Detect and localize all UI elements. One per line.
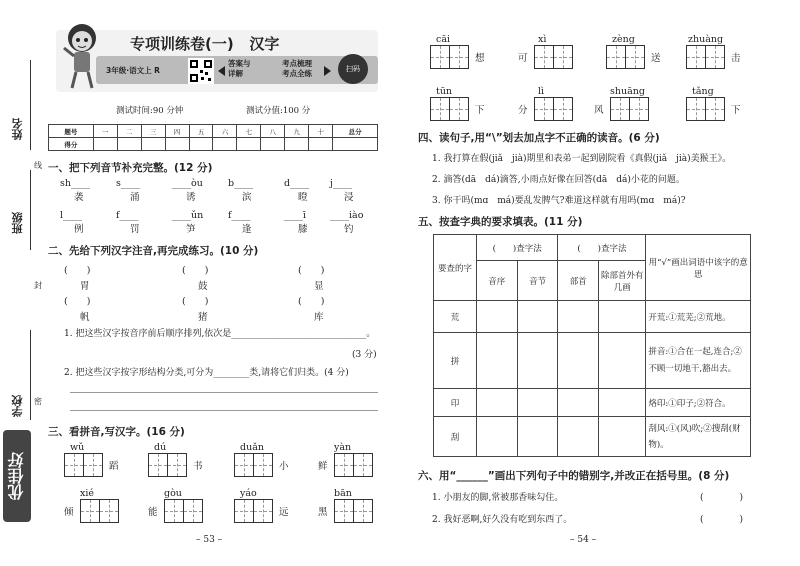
score-input[interactable] — [165, 138, 189, 151]
score-input[interactable] — [189, 138, 213, 151]
table-input[interactable] — [476, 417, 517, 457]
row-meaning[interactable]: 开荒:①荒芜;②荒地。 — [646, 301, 751, 333]
section3-title: 三、看拼音,写汉字。(16 分) — [48, 426, 185, 438]
table-row — [434, 389, 751, 417]
table-input[interactable] — [476, 333, 517, 389]
table-input[interactable] — [599, 333, 646, 389]
section2-q2[interactable]: 2. 把这些汉字按字形结构分类,可分为________类,请将它们归类。(4 分) — [64, 368, 349, 378]
score-input[interactable] — [285, 138, 309, 151]
char-grid[interactable] — [80, 499, 119, 523]
school-label: 学校 — [11, 395, 24, 417]
dictionary-table — [433, 234, 751, 457]
cut-label-seal: 封 — [34, 281, 42, 290]
row-meaning[interactable]: 烙印:①印子;②符合。 — [646, 389, 751, 417]
write-item: yàn 鲜 — [318, 442, 398, 477]
section1-item[interactable]: f____ 罚 — [116, 210, 140, 235]
header-char: 要查的字 — [434, 235, 477, 301]
table-input[interactable] — [517, 301, 558, 333]
section6-title: 六、用“______”画出下列句子中的错别字,并改正在括号里。(8 分) — [418, 470, 730, 482]
row-char: 印 — [434, 389, 477, 417]
qr-stamp-icon: 扫码 — [338, 54, 368, 84]
section4-item[interactable]: 3. 你干吗(mɑ má)要乱发脾气?难道这样就有用吗(mɑ má)? — [432, 196, 686, 206]
arrow-right-icon — [324, 66, 331, 76]
char-grid[interactable] — [64, 453, 103, 477]
pinyin-blank[interactable]: ( ) 胃 — [64, 265, 91, 292]
section6-item[interactable]: 2. 我好恶啊,好久没有吃到东西了。 — [432, 515, 573, 525]
section1-item[interactable]: b____ 滨 — [228, 178, 254, 203]
write-item: tūn 下 — [430, 86, 510, 121]
table-input[interactable] — [517, 333, 558, 389]
table-input[interactable] — [517, 389, 558, 417]
section2-title: 二、先给下列汉字注音,再完成练习。(10 分) — [48, 245, 259, 257]
pinyin-blank[interactable]: ( ) 猪 — [182, 296, 209, 323]
page-number-right: – 54 – — [570, 535, 597, 545]
write-item: shuāng 风 — [594, 86, 674, 121]
section1-row2 — [60, 210, 380, 242]
qr-code — [188, 58, 214, 84]
section1-item[interactable]: d____ 瞪 — [284, 178, 310, 203]
score-cell: 七 — [237, 125, 261, 138]
section1-item[interactable]: sh____ 袭 — [60, 178, 90, 203]
section4-title: 四、读句子,用“\”划去加点字不正确的读音。(6 分) — [418, 132, 660, 144]
char-grid[interactable] — [234, 499, 273, 523]
score-cell: 四 — [165, 125, 189, 138]
write-item: zhuàng 击 — [686, 34, 766, 69]
correction-paren[interactable]: ( ) — [700, 515, 744, 525]
char-grid[interactable] — [234, 453, 273, 477]
header-banner — [56, 30, 378, 92]
table-input[interactable] — [476, 389, 517, 417]
char-grid[interactable] — [610, 97, 649, 121]
header-method1[interactable]: ( )查字法 — [476, 235, 557, 261]
name-line — [30, 60, 31, 150]
section1-item[interactable]: l____ 例 — [60, 210, 84, 235]
char-grid[interactable] — [686, 97, 725, 121]
write-item: lì 分 — [518, 86, 598, 121]
char-grid[interactable] — [534, 97, 573, 121]
score-input[interactable] — [261, 138, 285, 151]
char-grid[interactable] — [334, 453, 373, 477]
pinyin-blank[interactable]: ( ) 库 — [298, 296, 325, 323]
write-item: gòu 能 — [148, 488, 228, 523]
write-item: bān 黑 — [318, 488, 398, 523]
table-input[interactable] — [558, 301, 599, 333]
score-cell: 五 — [189, 125, 213, 138]
header-yinjie: 音节 — [517, 261, 558, 301]
table-input[interactable] — [476, 301, 517, 333]
section6-item[interactable]: 1. 小朋友的脚,常被那香味勾住。 — [432, 493, 564, 503]
section1-item[interactable]: ____ǔn 笋 — [172, 210, 204, 235]
brand-logo: 优佳好 — [3, 430, 31, 522]
header-meaning: 用“√”画出词语中该字的意思 — [646, 235, 751, 301]
correction-paren[interactable]: ( ) — [700, 493, 744, 503]
page-title: 专项训练卷(一) 汉字 — [130, 35, 280, 53]
section1-item[interactable]: j____ 浸 — [330, 178, 354, 203]
class-label: 班级 — [11, 212, 24, 234]
char-grid[interactable] — [164, 499, 203, 523]
score-cell: 题号 — [49, 125, 94, 138]
section1-item[interactable]: ____ī 膝 — [284, 210, 308, 235]
table-input[interactable] — [558, 389, 599, 417]
table-input[interactable] — [599, 301, 646, 333]
header-method2[interactable]: ( )查字法 — [558, 235, 646, 261]
write-item: tǎng 下 — [686, 86, 766, 121]
row-char: 荒 — [434, 301, 477, 333]
score-label-cell: 得分 — [49, 138, 94, 151]
class-line — [30, 170, 31, 250]
char-grid[interactable] — [534, 45, 573, 69]
section2-q1[interactable]: 1. 把这些汉字按音序前后顺序排列,依次是______________________________。 — [64, 329, 376, 339]
char-grid[interactable] — [686, 45, 725, 69]
write-item: cāi 想 — [430, 34, 510, 69]
arrow-left-icon — [218, 66, 225, 76]
row-char: 拼 — [434, 333, 477, 389]
review-label: 考点梳理 考点全练 — [282, 59, 312, 78]
pinyin-blank[interactable]: ( ) 帆 — [64, 296, 91, 323]
char-grid[interactable] — [334, 499, 373, 523]
score-cell: 八 — [261, 125, 285, 138]
score-input[interactable] — [117, 138, 141, 151]
score-cell: 二 — [117, 125, 141, 138]
table-input[interactable] — [558, 417, 599, 457]
section1-item[interactable]: ____iào 钓 — [330, 210, 364, 235]
answer-line[interactable] — [70, 410, 378, 411]
write-item: xì 可 — [518, 34, 598, 69]
name-label: 姓名 — [11, 118, 24, 140]
section1-item[interactable]: f____ 逢 — [228, 210, 252, 235]
score-cell: 九 — [285, 125, 309, 138]
write-item: yáo 远 — [234, 488, 314, 523]
table-input[interactable] — [599, 389, 646, 417]
header-bihua: 除部首外有几画 — [599, 261, 646, 301]
score-cell: 三 — [141, 125, 165, 138]
answer-line[interactable] — [70, 392, 378, 393]
row-meaning[interactable]: 刮风:①(风)吹;②搜刮(财物)。 — [646, 417, 751, 457]
char-grid[interactable] — [606, 45, 645, 69]
pinyin-blank[interactable]: ( ) 显 — [298, 265, 325, 292]
score-cell: 十 — [309, 125, 333, 138]
score-table-header-row — [49, 125, 378, 138]
write-item: dú 书 — [148, 442, 228, 477]
score-cell: 六 — [213, 125, 237, 138]
section1-row1 — [60, 178, 380, 210]
grade-label: 3年级·语文上 R — [106, 66, 160, 75]
section2-q1-points: (3 分) — [352, 350, 377, 360]
school-line — [30, 330, 31, 420]
write-item: wǔ 蹈 — [64, 442, 144, 477]
header-yinxu: 音序 — [476, 261, 517, 301]
score-input[interactable] — [93, 138, 117, 151]
row-char: 刮 — [434, 417, 477, 457]
score-table — [48, 124, 378, 151]
section1-item[interactable]: s____ 涌 — [116, 178, 140, 203]
write-item: xié 倾 — [64, 488, 144, 523]
char-grid[interactable] — [430, 97, 469, 121]
section1-item[interactable]: ____òu 诱 — [172, 178, 203, 203]
table-row — [434, 301, 751, 333]
char-grid[interactable] — [148, 453, 187, 477]
cut-label-secret: 密 — [34, 397, 42, 406]
table-row — [434, 417, 751, 457]
score-input[interactable] — [333, 138, 378, 151]
score-input[interactable] — [237, 138, 261, 151]
section4-item[interactable]: 2. 滴答(dā dá)滴答,小雨点好像在回答(dā dá)小花的问题。 — [432, 175, 685, 185]
score-input[interactable] — [141, 138, 165, 151]
test-time: 测试时间:90 分钟 — [116, 106, 184, 116]
score-input[interactable] — [309, 138, 333, 151]
test-score: 测试分值:100 分 — [246, 106, 311, 116]
section4-item[interactable]: 1. 我打算在假(jiǎ jià)期里和表弟一起到剧院看《真假(jiǎ jià)美猴王》。 — [432, 154, 732, 164]
page-number-left: – 53 – — [196, 535, 223, 545]
score-cell: 一 — [93, 125, 117, 138]
write-item: zèng 送 — [606, 34, 686, 69]
table-row — [434, 333, 751, 389]
score-input[interactable] — [213, 138, 237, 151]
section5-title: 五、按查字典的要求填表。(11 分) — [418, 216, 583, 228]
score-table-score-row — [49, 138, 378, 151]
pinyin-blank[interactable]: ( ) 鼓 — [182, 265, 209, 292]
cut-label-line: 线 — [34, 161, 42, 170]
answer-label: 答案与 详解 — [228, 59, 251, 78]
table-input[interactable] — [558, 333, 599, 389]
table-input[interactable] — [517, 417, 558, 457]
header-bushou: 部首 — [558, 261, 599, 301]
write-item: duǎn 小 — [234, 442, 314, 477]
char-grid[interactable] — [430, 45, 469, 69]
row-meaning[interactable]: 拼音:①合在一起,连合;②不顾一切地干,豁出去。 — [646, 333, 751, 389]
left-margin — [0, 0, 42, 566]
table-input[interactable] — [599, 417, 646, 457]
section1-title: 一、把下列音节补充完整。(12 分) — [48, 162, 213, 174]
score-cell: 总分 — [333, 125, 378, 138]
